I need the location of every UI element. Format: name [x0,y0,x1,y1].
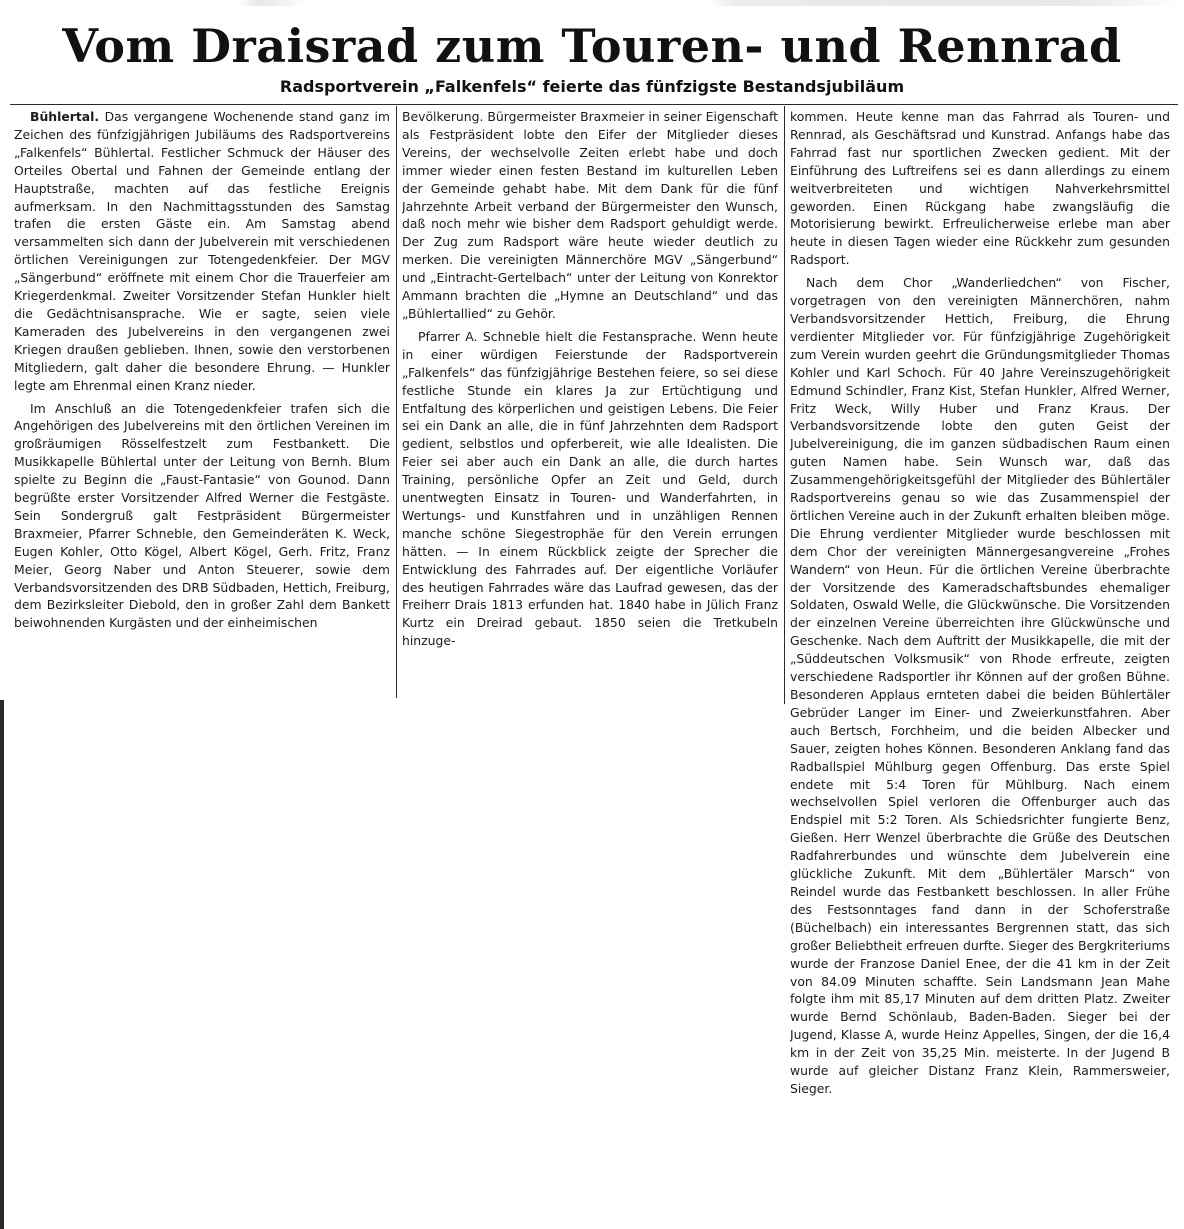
paragraph: Im Anschluß an die Totengedenkfeier trafen sich die Angehörigen des Jubelvereins mit den örtlichen Vereinen im großräumigen Rösselfestzelt zum Festbankett. Die Musikkapelle Bühlertal unter der Leitung von Bernh. Blum spielte zu Beginn die „Faust-Fantasie“ von Gounod. Dann begrüßte erster Vorsitzender Alfred Werner die Festgäste. Sein Sondergruß galt Festpräsident Bürgermeister Braxmeier, Pfarrer Schneble, den Gemeinderäten K. Weck, Eugen Kohler, Otto Kögel, Albert Kögel, Gerh. Fritz, Franz Meier, Georg Naber und Anton Steuerer, sowie dem Verbandsvorsitzenden des DRB Südbaden, Hettich, Freiburg, dem Bezirksleiter Diebold, den in großer Zahl dem Bankett beiwohnenden Kurgästen und der einheimischen [14,400,390,631]
column-divider-2 [784,106,785,704]
dateline: Bühlertal. [30,109,100,124]
paragraph-text: Das vergangene Wochenende stand ganz im Zeichen des fünfzigjährigen Jubiläums des Radsportvereins „Falkenfels“ Bühlertal. Festlicher Schmuck der Häuser des Orteiles Obertal und Fahnen der Gemeinde entlang der Hauptstraße, machten auf das festliche Ereignis aufmerksam. In den Nachmittagsstunden des Samstag trafen die ersten Gäste ein. Am Samstag abend versammelten sich dann der Jubelverein mit verschiedenen örtlichen Vereinigungen zur Totengedenkfeier. Der MGV „Sängerbund“ eröffnete mit einem Chor die Trauerfeier am Kriegerdenkmal. Zweiter Vorsitzender Stefan Hunkler hielt die Gedächtnisansprache. Wie er sagte, seien viele Kameraden des Jubelvereins in den vergangenen zwei Kriegen draußen geblieben. Ihnen, sowie den verstorbenen Mitgliedern, galt daher die besondere Ehrung. — Hunkler legte am Ehrenmal einen Kranz nieder. [14,109,390,393]
top-edge-strip [0,0,1184,6]
header-rule [10,104,1178,105]
paragraph: kommen. Heute kenne man das Fahrrad als Touren- und Rennrad, als Geschäftsrad und Kunstrad. Anfangs habe das Fahrrad fast nur sportlichen Zwecken gedient. Mit der Einführung des Luftreifens sei es dann allerdings zu einem weitverbreiteten und wichtigen Nahverkehrsmittel geworden. Einen Rückgang habe zwangsläufig die Motorisierung bewirkt. Erfreulicherweise erlebe man aber heute in diesen Tagen wieder eine Rückkehr zum gesunden Radsport. [790,109,1170,268]
article-column-3 [790,108,1170,1223]
paragraph: Nach dem Chor „Wanderliedchen“ von Fischer, vorgetragen von den vereinigten Männerchören, nahm Verbandsvorsitzender Hettich, Freiburg, die Ehrung verdienter Mitglieder vor. Für fünfzigjährige Zugehörigkeit zum Verein wurden geehrt die Gründungsmitglieder Thomas Kohler und Karl Schoch. Für 40 Jahre Vereinszugehörigkeit Edmund Schindler, Franz Kist, Stefan Hunkler, Alfred Werner, Fritz Weck, Willy Huber und Franz Kraus. Der Verbandsvorsitzende lobte den guten Geist der Jubelvereinigung, die im ganzen südbadischen Raum einen guten Namen habe. Sein Wunsch war, daß das Zusammengehörigkeitsgefühl der Mitglieder des Bühlertäler Radsportvereins genau so wie das Zusammenspiel der örtlichen Vereine auch in der Zukunft erhalten bleiben möge. Die Ehrung verdienter Mitglieder wurde beschlossen mit dem Chor der vereinigten Männergesangvereine „Frohes Wandern“ von Heun. Für die örtlichen Vereine überbrachte der Vorsitzende des Kameradschaftsbundes ehemaliger Soldaten, Oswald Welle, die Glückwünsche. Die Vorsitzenden der einzelnen Vereine überreichten ihre Glückwünsche und Geschenke. Nach dem Auftritt der Musikkapelle, die mit der „Süddeutschen Volksmusik“ von Rhode erfreute, zeigten verschiedene Radsportler ihr Können auf der großen Bühne. Besonderen Applaus ernteten dabei die beiden Bühlertäler Gebrüder Langer im Einer- und Zweierkunstfahren. Aber auch Bertsch, Forchheim, und die beiden Albecker und Sauer, zeigten hohes Können. Besonderen Anklang fand das Radballspiel Mühlburg gegen Offenburg. Das erste Spiel endete mit 5:4 Toren für Mühlburg. Nach einem wechselvollen Spiel verloren die Offenburger auch das Endspiel mit 5:2 Toren. Als Schiedsrichter fungierte Benz, Gießen. Herr Wenzel überbrachte die Grüße des Deutschen Radfahrerbundes und wünschte dem Jubelverein eine glückliche Zukunft. Mit dem „Bühlertäler Marsch“ von Reindel wurde das Festbankett beschlossen. In aller Frühe des Festsonntages fand dann in der Schoferstraße (Büchelbach) ein interessantes Bergrennen statt, das sich großer Beliebtheit erfreuen durfte. Sieger des Bergkriteriums wurde der Franzose Daniel Enee, der die 41 km in der Zeit von 84.09 Minuten schaffte. Sein Landsmann Jean Mahe folgte ihm mit 85,17 Minuten auf dem dritten Platz. Zweiter wurde Bernd Schönlaub, Baden-Baden. Sieger bei der Jugend, Klasse A, wurde Heinz Appelles, Singen, der die 16,4 km in der Zeit von 35,25 Min. meisterte. In der Jugend B wurde auf gleicher Distanz Franz Klein, Rammersweier, Sieger. [790,275,1170,1096]
column-divider-1 [396,106,397,698]
paragraph: Bevölkerung. Bürgermeister Braxmeier in seiner Eigenschaft als Festpräsident lobte den Eifer der Mitglieder dieses Vereins, der wechselvolle Zeiten erlebt habe und doch immer wieder einen festen Bestand im kulturellen Leben der Gemeinde gehabt habe. Mit dem Dank für die fünf Jahrzehnte Arbeit verband der Bürgermeister den Wunsch, daß noch mehr wie bisher dem Radsport gehuldigt werde. Der Zug zum Radsport wäre heute wieder deutlich zu merken. Die vereinigten Männerchöre MGV „Sängerbund“ und „Eintracht-Gertelbach“ unter der Leitung von Konrektor Ammann brachten die „Hymne an Deutschland“ und das „Bühlertallied“ zu Gehör. [402,109,778,321]
article-subheadline: Radsportverein „Falkenfels“ feierte das fünfzigste Bestandsjubiläum [279,77,905,96]
article-headline: Vom Draisrad zum Touren- und Rennrad [62,19,1122,73]
article-column-2 [402,108,778,698]
article-column-1 [14,108,390,698]
paragraph: Pfarrer A. Schneble hielt die Festansprache. Wenn heute in einer würdigen Feierstunde der Radsportverein „Falkenfels“ das fünfzigjährige Bestehen feiere, so sei diese festliche Stunde ein klares Ja zur Ertüchtigung und Entfaltung des körperlichen und geistigen Lebens. Die Feier sei ein Dank an alle, die in fünf Jahrzehnten dem Radsport gedient, selbstlos und opferbereit, wie alle Idealisten. Die Feier sei aber auch ein Dank an alle, die durch hartes Training, persönliche Opfer an Zeit und Geld, durch unentwegten Einsatz in Touren- und Wanderfahrten, in Wertungs- und Kunstfahren und in unzähligen Rennen manche schöne Siegestrophäe für den Verein errungen hätten. — In einem Rückblick zeigte der Sprecher die Entwicklung des Fahrrades auf. Der eigentliche Vorläufer des heutigen Fahrrades wäre das Laufrad gewesen, das der Freiherr Drais 1813 erfunden hat. 1840 habe in Jülich Franz Kurtz ein Dreirad gebaut. 1850 seien die Tretkubeln hinzuge- [402,328,778,649]
paragraph [14,108,390,395]
scan-edge-mark [0,700,4,1229]
